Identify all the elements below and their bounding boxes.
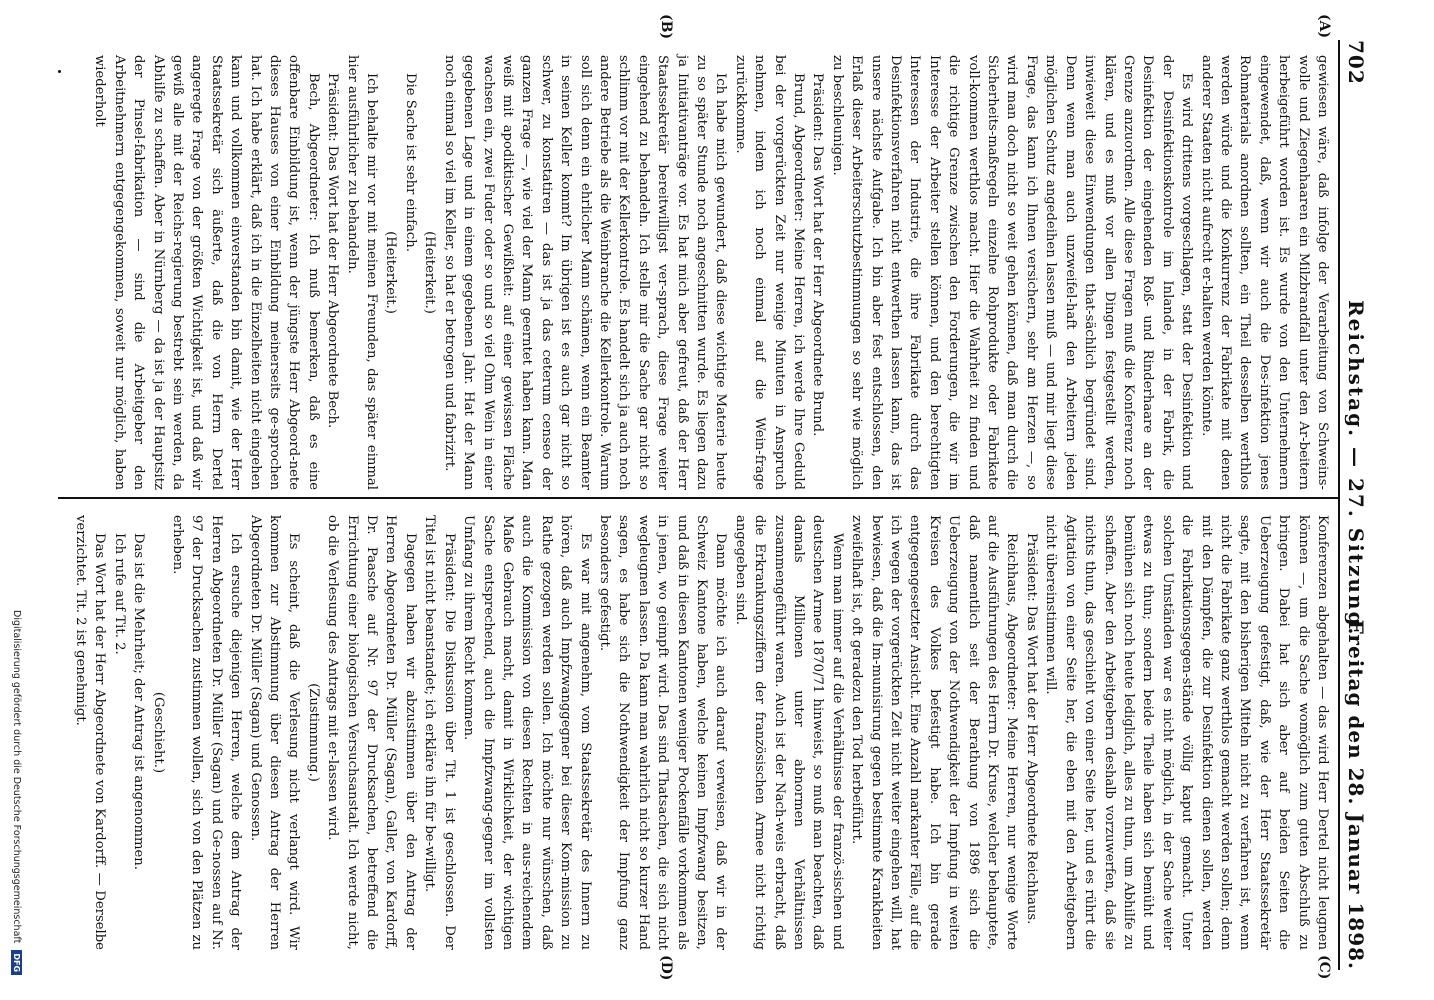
- speaker-paragraph: Präsident: Das Wort hat der Herr Abgeordnete Bech.: [325, 73, 341, 429]
- column-divider: [58, 497, 1338, 499]
- paragraph: Es wird drittens vorgeschlagen, statt der Desinfektion und der Desinfektionskontrole im Inlande, in der Fabrik, die Desinfektion der eingehenden Roß- und Rinderhaare an der Grenze anzuordnen. Alle diese Fragen muß die Konferenz noch klären, und es muß vor allen Dingen festgestellt werden, inwieweit diese Einwendungen that-sächlich begründet sind. Denn wenn man auch unzweifel-haft den Arbeitern jeden möglichen Schutz angedeihen lassen muß — und mir liegt diese Frage, das kann ich Ihnen versichern, sehr am Herzen —, so wird man doch nicht so weit gehen können, daß man durch die Sicherheits-maßregeln einzelne Rohprodukte oder Fabrikate voll-kommen werthlos macht. Hier die Wahrheit zu finden und die richtige Grenze zwischen den Forderungen, die wir im Interesse der Arbeiter stellen können, und den berechtigten Interessen der Industrie, die ihre Fabrikate durch das Desinfektionsverfahren nicht entwerthen lassen kann, das ist unsere nächste Aufgabe. Ich bin aber fest entschlossen, den Erlaß dieser Arbeiterschutzbestimmungen so sehr wie möglich zu beschleunigen.: [829, 55, 1195, 490]
- speaker-paragraph: Reichhaus, Abgeordneter: Meine Herren, nur wenige Worte auf die Ausführungen des Herrn Dr. Kruse, welcher behauptete, daß namentlich seit der Berathung von 1896 sich die Ueberzeugung von der Nothwendigkeit der Impfung in weiten Kreisen des Volkes befestigt habe. Ich bin gerade entgegengesetzter Ansicht. Eine Anzahl markanter Fälle, auf die ich wegen der vorgerückten Zeit nicht weiter eingehen will, hat bewiesen, daß die Im-munisirung gegen bestimmte Krankheiten zweifelhaft ist, oft geradezu den Tod herbeiführt.: [849, 515, 1020, 950]
- credit-text: Digitalisierung gefördert durch die Deutsche Forschungsgemeinschaft: [11, 610, 22, 944]
- paragraph: Ich behalte mir vor mit meinen Freunden, das später einmal hier ausführlicher zu behandeln.: [344, 55, 380, 490]
- interjection: (Zustimmung.): [305, 683, 321, 782]
- speaker-paragraph: Präsident: Das Wort hat der Herr Abgeordnete Brund.: [810, 73, 826, 437]
- paragraph: Dagegen haben wir abzustimmen über den Antrag der Herren Abgeordneten Dr. Müller (Sagan), Galler, von Kardorff, Dr. Paasche auf Nr. 97 der Drucksachen, betreffend die Errichtung einer biologischen Versuchsanstalt. Ich werde nicht, ob die Verlesung des Antrags mit er-lassen wird.: [325, 515, 418, 950]
- paragraph: Ich ersuche diejenigen Herren, welche dem Antrag der Herren Abgeordneten Dr. Müller (Sagan) und Ge-nossen auf Nr. 97 der Drucksachen zustimmen wollen, sich von den Plätzen zu erheben.: [170, 515, 244, 950]
- interjection: (Heiterkeit.): [383, 231, 399, 314]
- margin-marker-c: (C): [1316, 955, 1332, 980]
- page-number: 702: [1344, 40, 1368, 85]
- margin-marker-b: (B): [658, 14, 674, 40]
- speaker-paragraph: Brund, Abgeordneter: Meine Herren, ich werde Ihre Geduld bei der vorgerückten Zeit nur wenige Minuten in Anspruch nehmen, indem ich noch einmal auf die Wein-frage zurückkomme.: [732, 55, 807, 490]
- interjection: (Heiterkeit.): [422, 231, 438, 314]
- paragraph: Die Sache ist sehr einfach.: [402, 73, 418, 252]
- margin-marker-a: (A): [1316, 14, 1332, 39]
- left-column: [90, 55, 1332, 490]
- paragraph: Es scheint, daß die Verlesung nicht verlangt wird. Wir kommen zur Abstimmung über diesen Antrag der Herren Abgeordneten Dr. Müller (Sagan) und Genossen.: [247, 515, 302, 950]
- header-date: Freitag den 28. Januar 1898.: [1344, 619, 1368, 970]
- paragraph: Das Wort hat der Herr Abgeordnete von Kardorff. — Derselbe verzichtet. Tit. 2 ist genehmigt.: [73, 515, 108, 950]
- paragraph: Konferenzen abgehalten — das wird Herr Dertel nicht leugnen können —, um die Sache womöglich zum guten Abschluß zu bringen. Dabei hat sich aber auf beiden Seiten die Ueberzeugung gefestigt, daß, wie der Herr Staatssekretär sagte, mit den bisherigen Mitteln nicht zu verfahren ist, wenn nicht die Fabrikate ganz werthlos gemacht werden sollen; denn mit den Dämpfen, die zur Desinfektion dienen sollen, werden die Fabrikationsgegen-stände völlig kaput gemacht. Unter solchen Umständen war es nicht möglich, in der Sache weiter etwas zu thun; sondern beide Theile haben sich bemüht und bemühen sich noch heute lediglich, alles zu thun, um Abhilfe zu schaffen. Aber den Arbeitgebern deshalb vorzuwerfen, daß sie nichts thun, das geschieht von einer Seite her, und es rührt die Agitation von einer Seite her, die eben mit den Arbeitgebern nicht übereinstimmen will.: [1043, 515, 1330, 950]
- digitization-credit: [0, 0, 22, 1000]
- speaker-paragraph: Präsident: Die Diskussion über Tit. 1 ist geschlossen. Der Titel ist nicht beanstandet; ich erkläre ihn für be-willigt.: [422, 515, 457, 950]
- paragraph: Es war mit angenehm, vom Staatssekretär des Innern zu hören, daß auch Impfzwanggegner bei dieser Kom-mission zu Rathe gezogen werden sollen. Ich möchte nur wünschen, daß auch die Kommission von diesen Rechten in aus-reichendem Maße Gebrauch macht, damit in Wirklichkeit, der wichtigen Sache entsprechend, auch die Impfzwang-gegner im vollsten Umfang zu ihrem Recht kommen.: [461, 515, 593, 950]
- right-column: [71, 515, 1332, 950]
- paragraph: Dann möchte ich auch darauf verweisen, daß wir in der Schweiz Kantone haben, welche keinen Impfzwang besitzen, und daß in diesen Kantonen weniger Pockenfälle vorkommen als in jenen, wo geimpft wird. Das sind Thatsachen, die sich nicht wegleugnen lassen. Da kann man wahrlich nicht so kurzer Hand sagen, es habe sich die Nothwendigkeit der Impfung ganz besonders gefestigt.: [596, 515, 729, 950]
- running-header: [1334, 40, 1374, 970]
- dfg-logo: DFG: [11, 950, 22, 975]
- speaker-paragraph: Präsident: Das Wort hat der Herr Abgeordnete Reichhaus.: [1023, 533, 1039, 925]
- margin-marker-d: (D): [658, 955, 674, 981]
- interjection: (Geschieht.): [150, 691, 166, 774]
- paragraph: Ich habe mich gewundert, daß diese wichtige Materie heute zu so später Stunde noch angeschnitten wurde. Es liegen dazu ja Initiativanträge vor. Es hat mich aber gefreut, daß der Herr Staatssekretär bereitwilligst ver-sprach, diese Frage weiter eingehend zu behandeln. Ich stelle mir die Sache gar nicht so schlimm vor mit der Kellerkontrole. Es handelt sich ja auch noch andere Betriebe als die Weinbranche die Kellerkontrole. Warum soll sich denn ein ehrlicher Mann schämen, wenn ein Beamter in seinen Keller kommt? Im übrigen ist es auch gar nicht so schwer, zu konstatiren — das ist ja das ceterum censeo der ganzen Frage —, wie viel der Mann geerntet haben kann. Man weiß mit apodiktischer Gewißheit: auf einer gewissen Fläche wachsen ein, zwei Fuder oder so und so viel Ohm Wein in einer gegebenen Lage und in einem gegebenen Jahr. Hat der Mann noch einmal so viel im Keller, so hat er betrogen und fabrizirt.: [441, 55, 729, 490]
- speaker-paragraph: Bech, Abgeordneter: Ich muß bemerken, daß es eine offenbare Einbildung ist, wenn der jüngste Herr Abgeord-nete dieses Hauses von einer Einbildung meinerseits ge-sprochen hat. Ich habe erklärt, daß ich in die Einzelheiten nicht eingehen kann und vollkommen einverstanden bin damit, wie der Herr Staatssekretär sich äußerte, daß die von Herrn Dertel angeregte Frage von der größten Wichtigkeit ist, und daß wir gewiß alle mit der Reichs-regierung bestrebt sein werden, da Abhilfe zu schaffen. Aber in Nürnberg — da ist ja der Hauptsitz der Pinsel-fabrikation — sind die Arbeitgeber den Arbeitnehmern entgegengekommen, soweit nur möglich, haben wiederholt: [92, 55, 321, 490]
- header-title: Reichstag. — 27. Sitzung.: [1344, 300, 1368, 637]
- header-rule: [1338, 40, 1340, 970]
- paragraph: gewiesen wäre, daß infolge der Verarbeitung von Schweins-wolle und Ziegenhaaren ein Milzbrandfall unter den Ar-beitern herbeigeführt worden ist. Es wurde von den Unternehmern eingewendet, daß, wenn wir auch die Des-infektion jenes Rohmaterials anordnen sollten, ein Theil desselben werthlos werden würde und die Konkurrenz der Fabrikate mit denen anderer Staaten nicht aufrecht er-halten werden könnte.: [1198, 55, 1330, 490]
- paragraph: Das ist die Mehrheit; der Antrag ist angenommen.: [131, 533, 147, 870]
- paragraph: Ich rufe auf Tit. 2.: [111, 533, 127, 655]
- paragraph: Wenn man immer auf die Verhältnisse der franzö-sischen und deutschen Armee 1870/71 hinweist, so muß man beachten, daß damals Millionen unter abnormen Verhältnissen zusammengeführt waren. Auch ist der Nach-weis erbracht, daß die Erkrankungsziffern der französischen Armee nicht richtig angegeben sind.: [732, 515, 845, 950]
